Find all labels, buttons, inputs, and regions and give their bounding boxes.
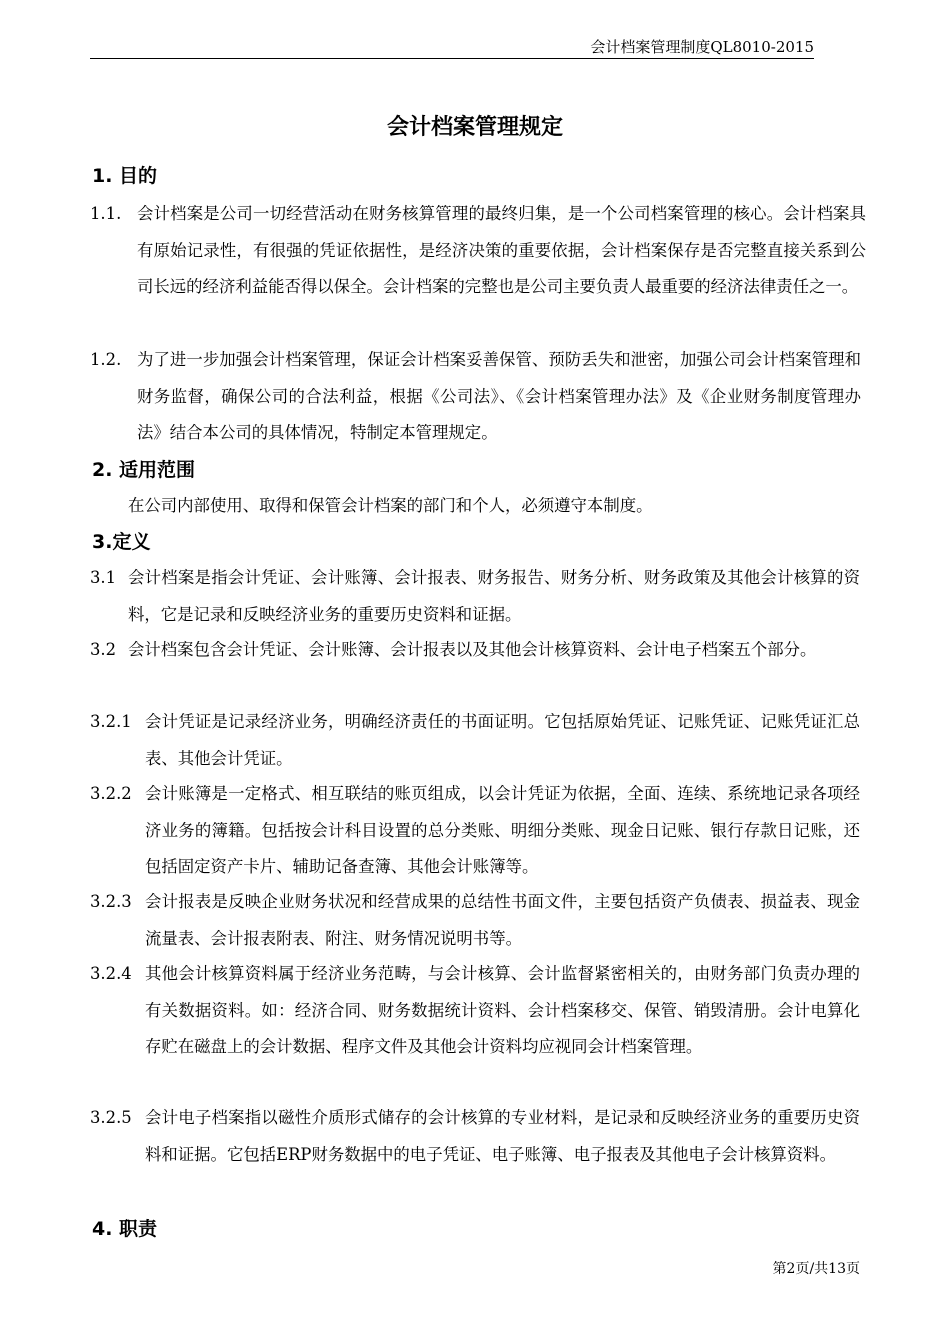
clause-text: 会计档案包含会计凭证、会计账簿、会计报表以及其他会计核算资料、会计电子档案五个部分。	[128, 640, 817, 659]
running-header: 会计档案管理制度QL8010-2015	[90, 36, 814, 59]
section-heading-scope: 2. 适用范围	[92, 459, 196, 481]
section-heading-responsibilities: 4. 职责	[92, 1218, 158, 1240]
clause-text: 会计凭证是记录经济业务，明确经济责任的书面证明。它包括原始凭证、记账凭证、记账凭证汇总表、其他会计凭证。	[145, 712, 860, 768]
clause-number: 1.2.	[90, 350, 122, 369]
section-heading-definitions: 3.定义	[92, 531, 151, 553]
clause-number: 1.1.	[90, 204, 122, 223]
clause-number: 3.2.3	[90, 892, 132, 911]
clause-number: 3.2.1	[90, 712, 132, 731]
clause-text: 会计档案是指会计凭证、会计账簿、会计报表、财务报告、财务分析、财务政策及其他会计核算的资料，它是记录和反映经济业务的重要历史资料和证据。	[128, 568, 860, 624]
clause-text: 其他会计核算资料属于经济业务范畴，与会计核算、会计监督紧密相关的，由财务部门负责办理的有关数据资料。如：经济合同、财务数据统计资料、会计档案移交、保管、销毁清册。会计电算化存贮在磁盘上的会计数据、程序文件及其他会计资料均应视同会计档案管理。	[145, 964, 860, 1056]
clause-text: 会计电子档案指以磁性介质形式储存的会计核算的专业材料，是记录和反映经济业务的重要历史资料和证据。它包括ERP财务数据中的电子凭证、电子账簿、电子报表及其他电子会计核算资料。	[145, 1108, 860, 1164]
document-title: 会计档案管理规定	[386, 115, 563, 140]
clause-text: 为了进一步加强会计档案管理，保证会计档案妥善保管、预防丢失和泄密，加强公司会计档案管理和财务监督，确保公司的合法利益，根据《公司法》、《会计档案管理办法》及《企业财务制度管理办法》结合本公司的具体情况，特制定本管理规定。	[137, 350, 861, 442]
clause-number: 3.1	[90, 568, 117, 587]
clause-number: 3.2.5	[90, 1108, 132, 1127]
clause-number: 3.2	[90, 640, 117, 659]
paragraph: 在公司内部使用、取得和保管会计档案的部门和个人，必须遵守本制度。	[128, 496, 653, 515]
section-heading-purpose: 1. 目的	[92, 165, 158, 187]
clause-text: 会计账簿是一定格式、相互联结的账页组成，以会计凭证为依据，全面、连续、系统地记录各项经济业务的簿籍。包括按会计科目设置的总分类账、明细分类账、现金日记账、银行存款日记账，还包括固定资产卡片、辅助记备查簿、其他会计账簿等。	[145, 784, 860, 876]
clause-number: 3.2.2	[90, 784, 132, 803]
clause-text: 会计报表是反映企业财务状况和经营成果的总结性书面文件，主要包括资产负债表、损益表、现金流量表、会计报表附表、附注、财务情况说明书等。	[145, 892, 860, 948]
clause-number: 3.2.4	[90, 964, 132, 983]
page-number: 第2页/共13页	[772, 1261, 860, 1277]
clause-text: 会计档案是公司一切经营活动在财务核算管理的最终归集，是一个公司档案管理的核心。会计档案具有原始记录性，有很强的凭证依据性，是经济决策的重要依据，会计档案保存是否完整直接关系到公司长远的经济利益能否得以保全。会计档案的完整也是公司主要负责人最重要的经济法律责任之一。	[137, 204, 866, 296]
